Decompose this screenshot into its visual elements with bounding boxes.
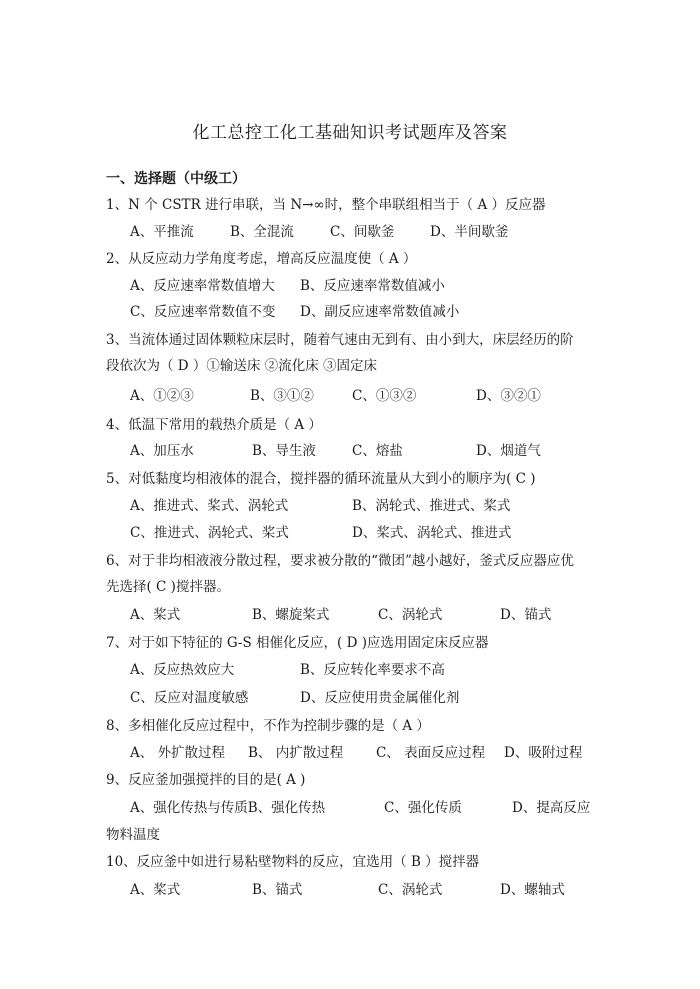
question-3-cont: 段依次为（ D ）①输送床 ②流化床 ③固定床 [106, 358, 377, 374]
section-heading: 一、选择题（中级工） [106, 171, 246, 187]
option-a: A、反应热效应大 [130, 662, 235, 678]
option-c: C、反应速率常数值不变 [130, 304, 276, 320]
option-a: A、 外扩散过程 [130, 745, 226, 761]
option-d: D、桨式、涡轮式、推进式 [352, 525, 512, 541]
option-b: B、螺旋桨式 [252, 607, 330, 623]
question-6-cont: 先选择( C )搅拌器。 [106, 579, 230, 595]
option-a: A、平推流 [130, 224, 194, 240]
option-d: D、烟道气 [476, 443, 541, 459]
question-8: 8、多相催化反应过程中，不作为控制步骤的是（ A ） [106, 718, 430, 734]
option-a: A、加压水 [130, 443, 194, 459]
question-4: 4、低温下常用的载热介质是（ A ） [106, 417, 322, 433]
question-7: 7、对于如下特征的 G-S 相催化反应，( D )应选用固定床反应器 [106, 635, 489, 651]
option-c: C、反应对温度敏感 [130, 690, 249, 706]
option-d: D、锚式 [500, 607, 552, 623]
question-3: 3、当流体通过固体颗粒床层时，随着气速由无到有、由小到大，床层经历的阶 [106, 332, 574, 348]
option-d: D、③②① [476, 388, 541, 404]
option-c: C、熔盐 [352, 443, 403, 459]
option-c: C、涡轮式 [378, 607, 443, 623]
question-9-option-d-cont: 物料温度 [106, 827, 160, 843]
question-2: 2、从反应动力学角度考虑，增高反应温度使（ A ） [106, 251, 417, 267]
question-9: 9、反应釜加强搅拌的目的是( A ) [106, 772, 306, 788]
option-d: D、吸附过程 [504, 745, 583, 761]
option-b: B、 内扩散过程 [248, 745, 344, 761]
option-b: B、③①② [250, 388, 314, 404]
option-a: A、①②③ [130, 388, 194, 404]
option-d: D、提高反应 [512, 800, 591, 816]
option-c: C、 表面反应过程 [376, 745, 486, 761]
option-d: D、反应使用贵金属催化剂 [300, 690, 460, 706]
option-a: A、桨式 [130, 882, 181, 898]
option-b: B、反应速率常数值减小 [300, 278, 445, 294]
option-b: B、导生液 [252, 443, 316, 459]
option-b: B、锚式 [252, 882, 303, 898]
option-d: D、螺轴式 [500, 882, 565, 898]
question-6: 6、对于非均相液液分散过程，要求被分散的“微团”越小越好，釜式反应器应优 [106, 553, 574, 569]
option-c: C、①③② [352, 388, 417, 404]
option-d: D、副反应速率常数值减小 [300, 304, 460, 320]
option-c: C、强化传质 [384, 800, 462, 816]
question-10: 10、反应釜中如进行易粘壁物料的反应，宜选用（ B ）搅拌器 [106, 854, 480, 870]
option-c: C、涡轮式 [378, 882, 443, 898]
option-a-b: A、强化传热与传质B、强化传热 [130, 800, 326, 816]
option-c: C、间歇釜 [330, 224, 395, 240]
option-b: B、全混流 [230, 224, 294, 240]
option-b: B、涡轮式、推进式、桨式 [352, 498, 511, 514]
option-a: A、推进式、桨式、涡轮式 [130, 498, 289, 514]
page-title: 化工总控工化工基础知识考试题库及答案 [192, 123, 508, 143]
question-5: 5、对低黏度均相液体的混合，搅拌器的循环流量从大到小的顺序为( C ) [106, 471, 536, 487]
option-a: A、桨式 [130, 607, 181, 623]
option-d: D、半间歇釜 [430, 224, 509, 240]
option-a: A、反应速率常数值增大 [130, 278, 275, 294]
question-1: 1、N 个 CSTR 进行串联，当 N→∞时，整个串联组相当于（ A ）反应器 [106, 197, 546, 213]
option-b: B、反应转化率要求不高 [300, 662, 445, 678]
option-c: C、推进式、涡轮式、桨式 [130, 525, 289, 541]
